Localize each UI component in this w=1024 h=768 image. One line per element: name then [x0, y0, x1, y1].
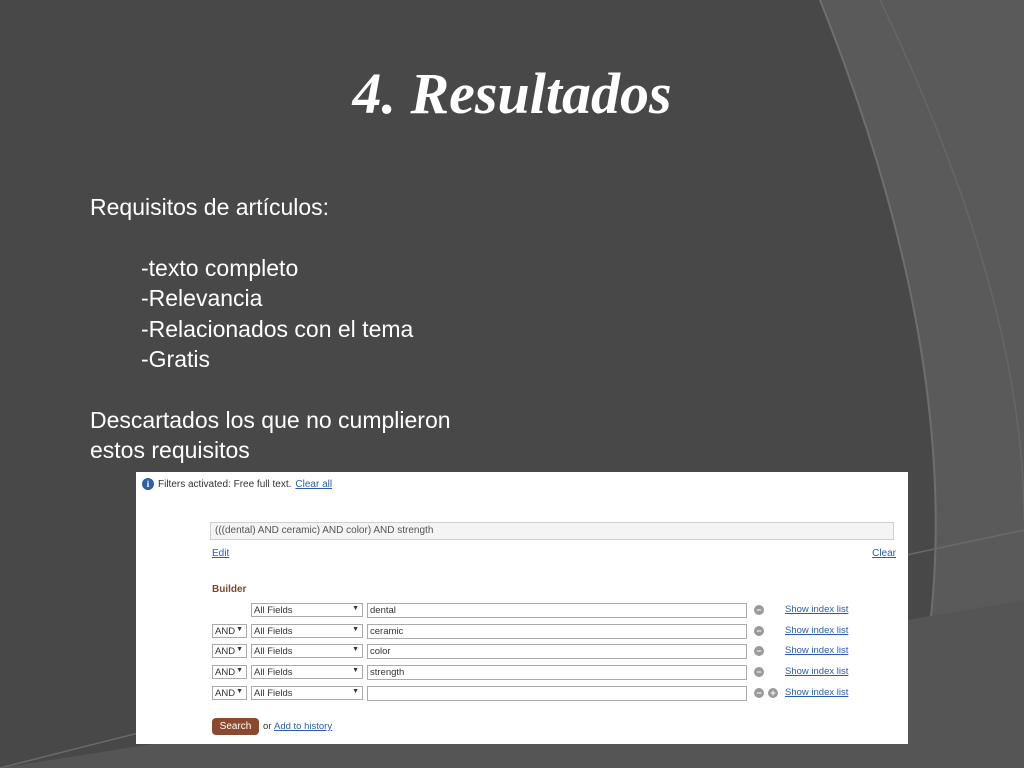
caret-down-icon: ▼: [236, 667, 243, 674]
search-button[interactable]: Search: [212, 718, 259, 735]
edit-link[interactable]: Edit: [212, 548, 230, 559]
builder-label: Builder: [212, 584, 247, 595]
clear-all-link[interactable]: Clear all: [295, 478, 333, 490]
query-box[interactable]: (((dental) AND ceramic) AND color) AND strength: [210, 522, 894, 540]
minus-circle-icon[interactable]: −: [754, 646, 764, 656]
minus-circle-icon[interactable]: −: [754, 605, 764, 615]
filters-label: Filters activated: Free full text.: [158, 478, 292, 490]
builder-row: [212, 644, 902, 659]
field-select[interactable]: All Fields ▼: [251, 624, 363, 638]
caret-down-icon: ▼: [352, 688, 359, 695]
field-select[interactable]: All Fields ▼: [251, 603, 363, 617]
caret-down-icon: ▼: [236, 688, 243, 695]
caret-down-icon: ▼: [352, 667, 359, 674]
show-index-list-link[interactable]: Show index list: [785, 666, 849, 677]
requirements-heading: Requisitos de artículos:: [90, 194, 330, 220]
term-input[interactable]: color: [367, 644, 747, 659]
plus-circle-icon[interactable]: +: [768, 688, 778, 698]
caret-down-icon: ▼: [236, 646, 243, 653]
builder-row: [212, 665, 902, 680]
field-select[interactable]: All Fields ▼: [251, 686, 363, 700]
list-item: -Gratis: [141, 346, 210, 372]
show-index-list-link[interactable]: Show index list: [785, 645, 849, 656]
clear-link[interactable]: Clear: [872, 548, 896, 559]
slide-body: [90, 192, 451, 466]
conclusion-line: estos requisitos: [90, 437, 250, 463]
term-input[interactable]: ceramic: [367, 624, 747, 639]
slide-title: 4. Resultados: [352, 61, 672, 126]
show-index-list-link[interactable]: Show index list: [785, 625, 849, 636]
minus-circle-icon[interactable]: −: [754, 688, 764, 698]
builder-row: [212, 603, 902, 618]
caret-down-icon: ▼: [236, 626, 243, 633]
show-index-list-link[interactable]: Show index list: [785, 604, 849, 615]
field-select[interactable]: All Fields ▼: [251, 644, 363, 658]
list-item: -texto completo: [141, 254, 299, 281]
operator-select[interactable]: AND ▼: [212, 686, 247, 700]
term-input[interactable]: [367, 686, 747, 701]
conclusion-line: Descartados los que no cumplieron: [90, 406, 451, 433]
requirements-list: [90, 253, 451, 375]
filters-bar: [142, 478, 332, 490]
minus-circle-icon[interactable]: −: [754, 626, 764, 636]
term-input[interactable]: strength: [367, 665, 747, 680]
list-item: -Relevancia: [141, 285, 263, 311]
builder-row: [212, 686, 902, 701]
caret-down-icon: ▼: [352, 646, 359, 653]
builder-row: [212, 624, 902, 639]
operator-select[interactable]: AND ▼: [212, 624, 247, 638]
caret-down-icon: ▼: [352, 626, 359, 633]
field-select[interactable]: All Fields ▼: [251, 665, 363, 679]
operator-select[interactable]: AND ▼: [212, 665, 247, 679]
term-input[interactable]: dental: [367, 603, 747, 618]
operator-select[interactable]: AND ▼: [212, 644, 247, 658]
caret-down-icon: ▼: [352, 605, 359, 612]
show-index-list-link[interactable]: Show index list: [785, 687, 849, 698]
minus-circle-icon[interactable]: −: [754, 667, 764, 677]
or-text: or: [263, 721, 272, 732]
add-to-history-link[interactable]: Add to history: [274, 721, 333, 732]
list-item: -Relacionados con el tema: [141, 315, 414, 342]
info-icon: i: [142, 478, 154, 490]
search-builder-screenshot: [136, 472, 908, 744]
